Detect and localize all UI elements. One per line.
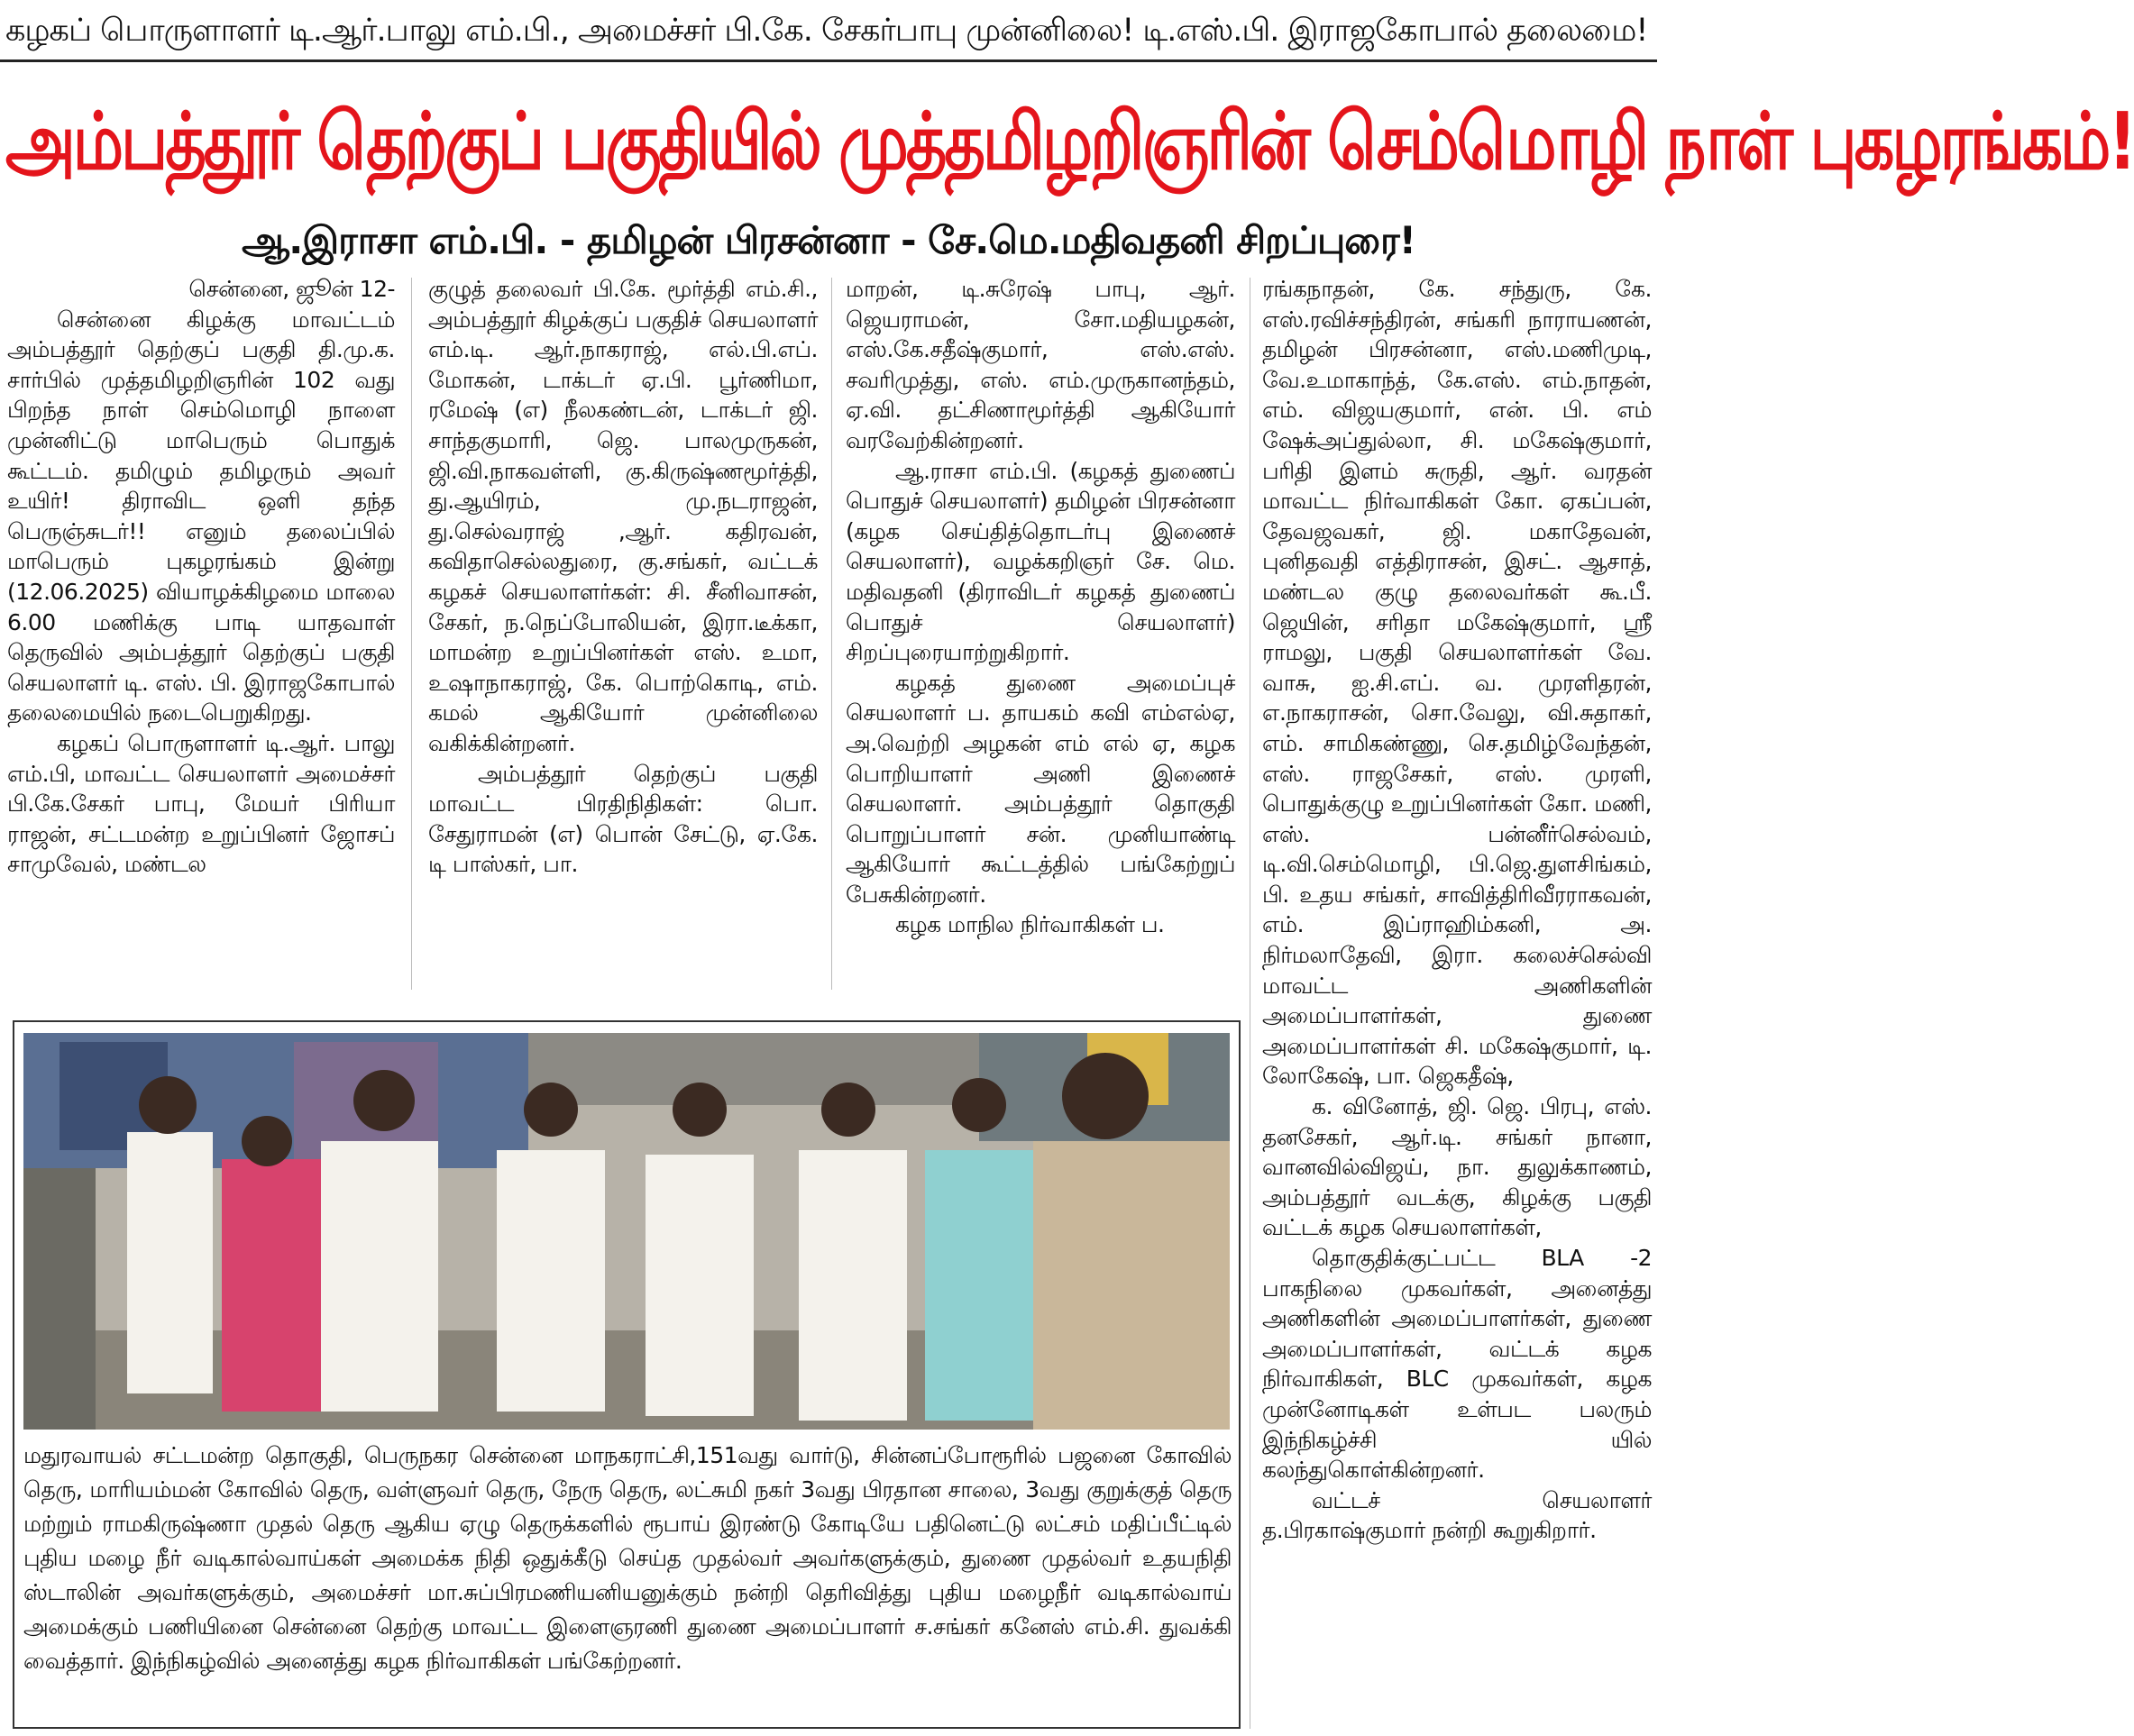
headline: அம்பத்தூர் தெற்குப் பகுதியில் முத்தமிழறிஞரின் செம்மொழி நாள் புகழரங்கம்! bbox=[5, 95, 2134, 188]
photo-box bbox=[13, 1020, 1241, 1729]
kicker-line: கழகப் பொருளாளர் டி.ஆர்.பாலு எம்.பி., அமைச்சர் பி.கே. சேகர்பாபு முன்னிலை! டி.எஸ்.பி. இராஜகோபால் தலைமை! bbox=[5, 13, 1648, 49]
event-photo bbox=[23, 1033, 1230, 1430]
dateline: சென்னை, ஜூன் 12- bbox=[188, 276, 395, 302]
paragraph: குழுத் தலைவர் பி.கே. மூர்த்தி எம்.சி., அம்பத்தூர் கிழக்குப் பகுதிச் செயலாளர் எம்.டி. ஆர்.நாகராஜ், எல்.பி.எப். மோகன், டாக்டர் ஏ.பி. பூர்ணிமா, ரமேஷ் (எ) நீலகண்டன், டாக்டர் ஜி. சாந்தகுமாரி, ஜெ. பாலமுருகன், ஜி.வி.நாகவள்ளி, கு.கிருஷ்ணமூர்த்தி, து.ஆயிரம், மு.நடராஜன், து.செல்வராஜ் ,ஆர். கதிரவன், கவிதாசெல்லதுரை, கு.சங்கர், வட்டக் கழகச் செயலாளர்கள்: சி. சீனிவாசன், சேகர், ந.நெப்போலியன், இரா.டீக்கா, மாமன்ற உறுப்பினர்கள் எஸ். உமா, உஷாநாகராஜ், கே. பொற்கொடி, எம். கமல் ஆகியோர் முன்னிலை வகிக்கின்றனர். bbox=[428, 276, 818, 756]
article-column-4 bbox=[1262, 274, 1652, 1732]
column-divider bbox=[411, 278, 412, 990]
event-photo-illustration bbox=[23, 1033, 1230, 1430]
paragraph: கழகப் பொருளாளர் டி.ஆர். பாலு எம்.பி, மாவட்ட செயலாளர் அமைச்சர் பி.கே.சேகர் பாபு, மேயர் பிரியா ராஜன், சட்டமன்ற உறுப்பினர் ஜோசப் சாமுவேல், மண்டல bbox=[7, 729, 395, 878]
article-column-2 bbox=[428, 274, 818, 988]
paragraph: வட்டச் செயலாளர் த.பிரகாஷ்குமார் நன்றி கூறுகிறார். bbox=[1262, 1486, 1652, 1544]
paragraph: கழக மாநில நிர்வாகிகள் ப. bbox=[895, 911, 1165, 938]
column-divider bbox=[831, 278, 832, 990]
paragraph: ரங்கநாதன், கே. சந்துரு, கே. எஸ்.ரவிச்சந்திரன், சங்கரி நாராயணன், தமிழன் பிரசன்னா, எஸ்.மணிமுடி, வே.உமாகாந்த், கே.எஸ். எம்.நாதன், எம். விஜயகுமார், என். பி. எம் ஷேக்அப்துல்லா, சி. மகேஷ்குமார், பரிதி இளம் சுருதி, ஆர். வரதன் மாவட்ட நிர்வாகிகள் கோ. ஏகப்பன், தேவஜவகர், ஜி. மகாதேவன், புனிதவதி எத்திராசன், இசட். ஆசாத், மண்டல குழு தலைவர்கள் கூ.பீ. ஜெயின், சரிதா மகேஷ்குமார், ஸ்ரீ ராமலு, பகுதி செயலாளர்கள் வே. வாசு, ஐ.சி.எப். வ. முரளிதரன், எ.நாகராசன், சொ.வேலு, வி.சுதாகர், எம். சாமிகண்ணு, செ.தமிழ்வேந்தன், எஸ். ராஜசேகர், எஸ். முரளி, பொதுக்குழு உறுப்பினர்கள் கோ. மணி, எஸ். பன்னீர்செல்வம், டி.வி.செம்மொழி, பி.ஜெ.துளசிங்கம், பி. உதய சங்கர், சாவித்திரிவீரராகவன், எம். இப்ராஹிம்கனி, அ. நிர்மலாதேவி, இரா. கலைச்செல்வி மாவட்ட அணிகளின் அமைப்பாளர்கள், துணை அமைப்பாளர்கள் சி. மகேஷ்குமார், டி. லோகேஷ், பா. ஜெகதீஷ், bbox=[1262, 276, 1652, 1090]
paragraph: கழகத் துணை அமைப்புச் செயலாளர் ப. தாயகம் கவி எம்எல்ஏ, அ.வெற்றி அழகன் எம் எல் ஏ, கழக பொறியாளர் அணி இணைச் செயலாளர். அம்பத்தூர் தொகுதி பொறுப்பாளர் சன். முனியாண்டி ஆகியோர் கூட்டத்தில் பங்கேற்றுப் பேசுகின்றனர். bbox=[846, 669, 1235, 908]
paragraph: அம்பத்தூர் தெற்குப் பகுதி மாவட்ட பிரதிநிதிகள்: பொ. சேதுராமன் (எ) பொன் சேட்டு, ஏ.கே. டி பாஸ்கர், பா. bbox=[428, 760, 818, 878]
paragraph: தொகுதிக்குட்பட்ட BLA -2 பாகநிலை முகவர்கள், அனைத்து அணிகளின் அமைப்பாளர்கள், துணை அமைப்பாளர்கள், வட்டக் கழக நிர்வாகிகள், BLC முகவர்கள், கழக முன்னோடிகள் உள்பட பலரும் இந்நிகழ்ச்சி யில் கலந்துகொள்கின்றனர். bbox=[1262, 1245, 1652, 1484]
article-column-1 bbox=[7, 274, 395, 878]
article-column-3 bbox=[846, 274, 1235, 988]
paragraph: மாறன், டி.சுரேஷ் பாபு, ஆர். ஜெயராமன், சோ.மதியழகன், எஸ்.கே.சதீஷ்குமார், எஸ்.எஸ். சவரிமுத்து, எஸ். எம்.முருகானந்தம், ஏ.வி. தட்சிணாமூர்த்தி ஆகியோர் வரவேற்கின்றனர். bbox=[846, 276, 1235, 453]
subheadline: ஆ.இராசா எம்.பி. - தமிழன் பிரசன்னா - சே.மெ.மதிவதனி சிறப்புரை! bbox=[242, 218, 1415, 262]
photo-caption: மதுரவாயல் சட்டமன்ற தொகுதி, பெருநகர சென்னை மாநகராட்சி,151வது வார்டு, சின்னப்போரூரில் பஜனை கோவில் தெரு, மாரியம்மன் கோவில் தெரு, வள்ளுவர் தெரு, நேரு தெரு, லட்சுமி நகர் 3வது பிரதான சாலை, 3வது குறுக்குத் தெரு மற்றும் ராமகிருஷ்ணா முதல் தெரு ஆகிய ஏழு தெருக்களில் ரூபாய் இரண்டு கோடியே பதினெட்டு லட்சம் மதிப்பீட்டில் புதிய மழை நீர் வடிகால்வாய்கள் அமைக்க நிதி ஒதுக்கீடு செய்த முதல்வர் அவர்களுக்கும், துணை முதல்வர் உதயநிதி ஸ்டாலின் அவர்களுக்கும், அமைச்சர் மா.சுப்பிரமணியனியனுக்கும் நன்றி தெரிவித்து புதிய மழைநீர் வடிகால்வாய் அமைக்கும் பணியினை சென்னை தெற்கு மாவட்ட இளைஞரணி துணை அமைப்பாளர் ச.சங்கர் கனேஸ் எம்.சி. துவக்கி வைத்தார். இந்நிகழ்வில் அனைத்து கழக நிர்வாகிகள் பங்கேற்றனர். bbox=[23, 1442, 1232, 1674]
paragraph: க. வினோத், ஜி. ஜெ. பிரபு, எஸ். தனசேகர், ஆர்.டி. சங்கர் நானா, வானவில்விஜய், நா. துலுக்காணம், அம்பத்தூர் வடக்கு, கிழக்கு பகுதி வட்டக் கழக செயலாளர்கள், bbox=[1262, 1093, 1652, 1241]
paragraph: ஆ.ராசா எம்.பி. (கழகத் துணைப் பொதுச் செயலாளர்) தமிழன் பிரசன்னா (கழக செய்தித்தொடர்பு இணைச் செயலாளர்), வழக்கறிஞர் சே. மெ. மதிவதனி (திராவிடர் கழகத் துணைப் பொதுச் செயலாளர்) சிறப்புரையாற்றுகிறார். bbox=[846, 457, 1235, 666]
paragraph: சென்னை கிழக்கு மாவட்டம் அம்பத்தூர் தெற்குப் பகுதி தி.மு.க. சார்பில் முத்தமிழறிஞரின் 102 வது பிறந்த நாள் செம்மொழி நாளை முன்னிட்டு மாபெரும் பொதுக் கூட்டம். தமிழும் தமிழரும் அவர் உயிர்! திராவிட ஒளி தந்த பெருஞ்சுடர்!! எனும் தலைப்பில் மாபெரும் புகழரங்கம் இன்று (12.06.2025) வியாழக்கிழமை மாலை 6.00 மணிக்கு பாடி யாதவாள் தெருவில் அம்பத்தூர் தெற்குப் பகுதி செயலாளர் டி. எஸ். பி. இராஜகோபால் தலைமையில் நடைபெறுகிறது. bbox=[7, 306, 395, 726]
